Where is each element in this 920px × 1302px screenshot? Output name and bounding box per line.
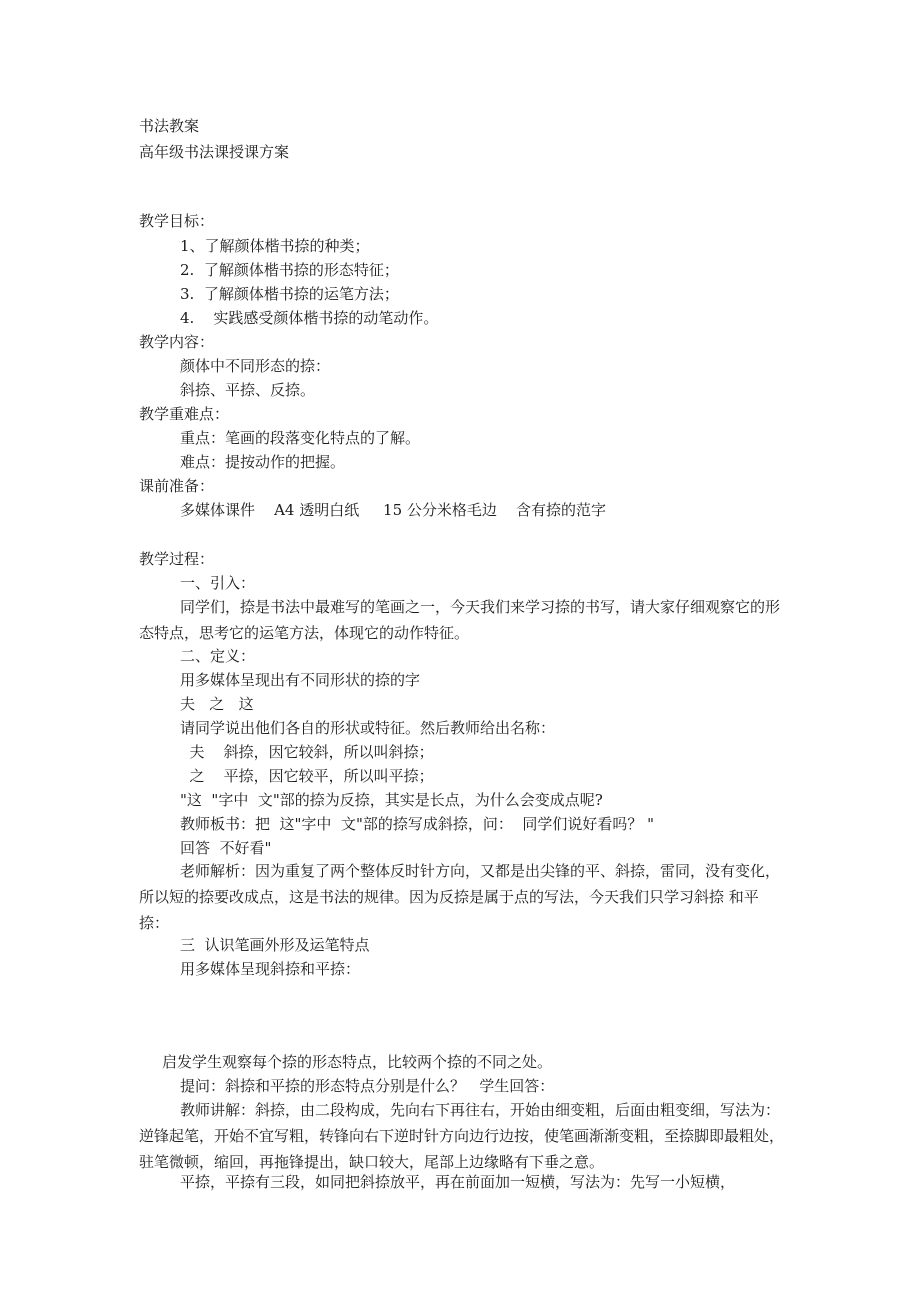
process-heading: 教学过程：: [139, 550, 215, 568]
text-line: 回答 不好看": [180, 839, 272, 857]
content-item: 斜捺、平捺、反捺。: [180, 381, 316, 399]
objectives-heading: 教学目标：: [139, 212, 215, 230]
text-line: 之 平捺，因它较平，所以叫平捺；: [180, 767, 434, 785]
keypoint-item: 难点：提按动作的把握。: [180, 453, 346, 471]
text-line: 用多媒体呈现出有不同形状的捺的字: [180, 671, 421, 689]
objective-item: 4. 实践感受颜体楷书捺的动笔动作。: [180, 309, 439, 327]
text-line: "这 "字中 文"部的捺为反捺，其实是长点，为什么会变成点呢?: [180, 791, 603, 809]
example-characters: 夫 之 这: [180, 695, 254, 713]
doc-title: 书法教案: [139, 117, 200, 135]
text-line: 教师板书：把 这"字中 文"部的捺写成斜捺，问： 同学们说好看吗？ ": [180, 815, 655, 833]
text-line: 请同学说出他们各自的形状或特征。然后教师给出名称：: [180, 719, 556, 737]
preparation-heading: 课前准备：: [139, 477, 215, 495]
doc-subtitle: 高年级书法课授课方案: [139, 143, 290, 161]
preparation-text: 多媒体课件 A4 透明白纸 15 公分米格毛边 含有捺的范字: [180, 501, 606, 519]
objective-item: 1、了解颜体楷书捺的种类；: [180, 237, 370, 255]
section-intro: 一、引入：: [180, 574, 256, 592]
keypoint-item: 重点：笔画的段落变化特点的了解。: [180, 429, 421, 447]
paragraph-intro: 同学们，捺是书法中最难写的笔画之一，今天我们来学习捺的书写，请大家仔细观察它的形态特点，思考它的运笔方法，体现它的动作特征。: [139, 598, 781, 642]
keypoints-heading: 教学重难点：: [139, 405, 230, 423]
text-line: 启发学生观察每个捺的形态特点，比较两个捺的不同之处。: [162, 1053, 553, 1071]
content-heading: 教学内容：: [139, 333, 215, 351]
section-definition: 二、定义：: [180, 647, 256, 665]
objective-item: 3. 了解颜体楷书捺的运笔方法；: [180, 285, 399, 303]
text-line: 用多媒体呈现斜捺和平捺：: [180, 960, 361, 978]
section-strokes: 三 认识笔画外形及运笔特点: [180, 936, 370, 954]
content-item: 颜体中不同形态的捺：: [180, 357, 331, 375]
paragraph-analysis: 老师解析：因为重复了两个整体反时针方向，又都是出尖锋的平、斜捺，雷同，没有变化，所以短的捺要改成点，这是书法的规律。因为反捺是属于点的写法，今天我们只学习斜捺 和平捺：: [139, 862, 781, 932]
text-line: 提问：斜捺和平捺的形态特点分别是什么？ 学生回答：: [180, 1077, 555, 1095]
text-line: 平捺，平捺有三段，如同把斜捺放平，再在前面加一短横，写法为：先写一小短横，: [180, 1173, 736, 1191]
objective-item: 2. 了解颜体楷书捺的形态特征；: [180, 261, 399, 279]
text-line: 夫 斜捺，因它较斜，所以叫斜捺；: [180, 743, 434, 761]
paragraph-oblique: 教师讲解：斜捺，由二段构成，先向右下再往右，开始由细变粗，后面由粗变细，写法为：逆锋起笔，开始不宜写粗，转锋向右下逆时针方向边行边按，使笔画渐渐变粗，至捺脚即最粗处，驻笔微顿，缩回，再拖锋提出，缺口较大，尾部上边缘略有下垂之意。: [139, 1101, 785, 1171]
